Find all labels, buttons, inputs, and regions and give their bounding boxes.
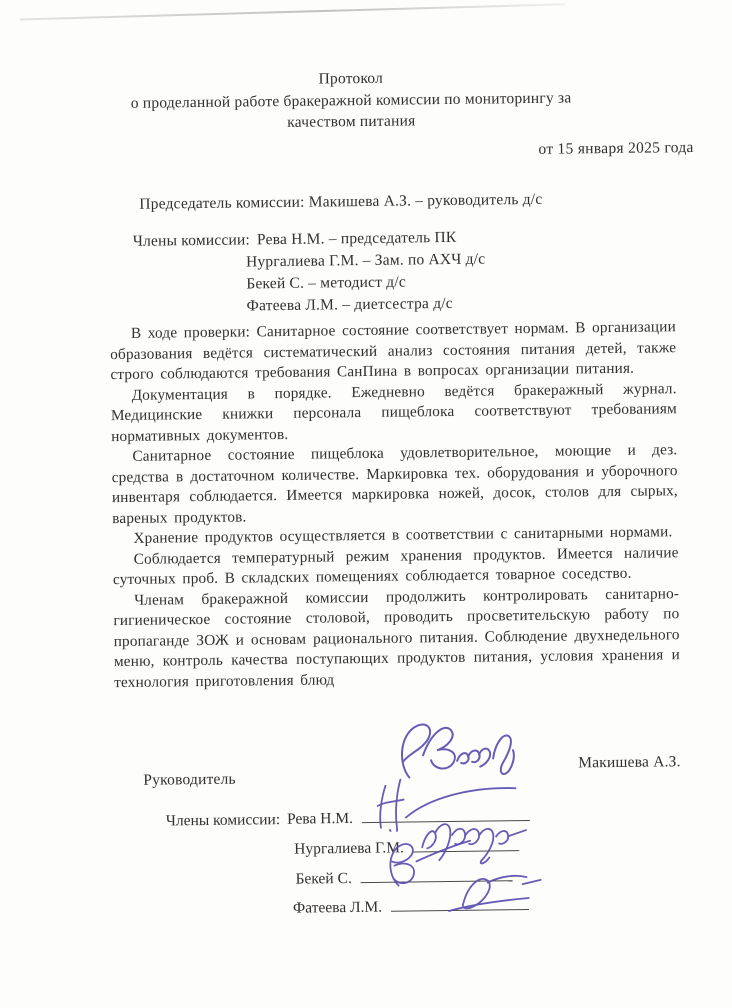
- chair-line: Председатель комиссии: Макишева А.З. – руководитель д/с: [139, 190, 543, 213]
- committee-members-row: [133, 229, 457, 251]
- signature-name-bekey: Бекей С.: [295, 869, 352, 888]
- document-date: от 15 января 2025 года: [538, 138, 694, 158]
- signature-underline-nurgalieva: [413, 835, 519, 852]
- body-paragraph-5: Соблюдается температурный режим хранения продуктов. Имеется наличие суточных проб. В складских помещениях соблюдается товарное соседство.: [112, 543, 679, 589]
- committee-member-3: Фатеева Л.М. – диетсестра д/с: [246, 294, 453, 315]
- committee-member-2: Бекей С. – методист д/с: [246, 273, 407, 293]
- document-body: [110, 317, 680, 693]
- body-paragraph-2: Документация в порядке. Ежедневно ведётся бракеражный журнал. Медицинские книжки персонала пищеблока соответствуют требованиям нормативных документов.: [110, 379, 677, 445]
- head-signature-name: Макишева А.З.: [578, 753, 681, 772]
- signature-row-fateeva: [293, 894, 529, 918]
- signature-row-reva: [166, 805, 530, 830]
- document-subtitle-line1: о проделанной работе бракеражной комиссии по мониторингу за: [130, 88, 572, 112]
- makisheva-signature: [385, 714, 536, 794]
- signature-name-nurgalieva: Нургалиева Г.М.: [294, 839, 404, 858]
- body-paragraph-6: Членам бракеражной комиссии продолжить контролировать санитарно-гигиеническое состояние столовой, проводить просветительскую работу по пропаганде ЗОЖ и основам рационального питания. Соблюдение двухнедельного меню, контроль качества поступающих продуктов питания, условия хранения и технология приготовления блюд: [113, 584, 680, 691]
- signature-underline-bekey: [361, 865, 513, 883]
- body-paragraph-4: Хранение продуктов осуществляется в соответствии с санитарными нормами.: [133, 523, 673, 547]
- scan-artifact-line: [20, 3, 565, 20]
- document-header: [0, 64, 707, 137]
- committee-member-0: Рева Н.М. – председатель ПК: [256, 228, 457, 249]
- body-paragraph-3: Санитарное состояние пищеблока удовлетворительное, моющие и дез. средства в достаточном количестве. Маркировка тех. оборудования и уборочного инвентаря соблюдается. Имеется маркировка ножей, досок, столов для сырых, вареных продуктов.: [111, 441, 678, 527]
- signature-row-bekey: [295, 865, 512, 888]
- signature-name-fateeva: Фатеева Л.М.: [292, 898, 383, 917]
- signature-underline-reva: [362, 805, 530, 823]
- committee-member-1: Нургалиева Г.М. – Зам. по АХЧ д/с: [245, 250, 486, 271]
- document-subtitle-line2: качеством питания: [287, 112, 416, 131]
- document-title: Протокол: [318, 69, 384, 88]
- signature-row-nurgalieva: [294, 835, 519, 858]
- signature-name-reva: Рева Н.М.: [286, 809, 354, 828]
- body-paragraph-1: В ходе проверки: Санитарное состояние соответствует нормам. В организации образования ведётся систематический анализ состояния питания детей, также строго соблюдаются требования СанПина в вопросах организации питания.: [110, 318, 677, 384]
- signature-members-label: Члены комиссии:: [165, 810, 281, 830]
- signature-underline-fateeva: [391, 894, 529, 911]
- committee-members-label: Члены комиссии:: [132, 231, 251, 250]
- head-signature-label: Руководитель: [143, 770, 236, 789]
